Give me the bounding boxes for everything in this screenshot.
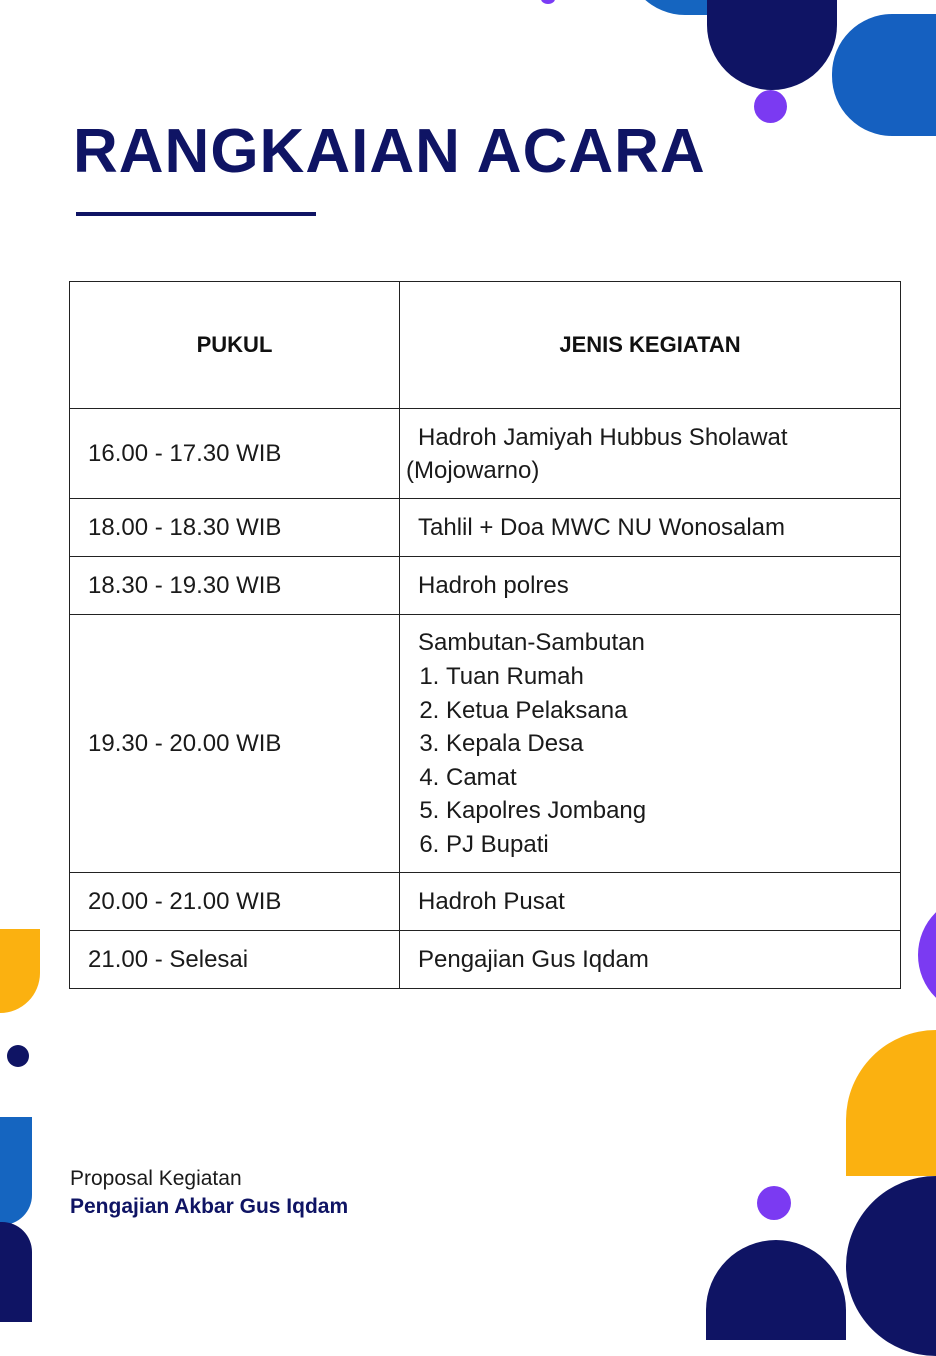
list-item: 3. Kepala Desa — [446, 727, 886, 761]
title-underline — [76, 212, 316, 216]
decor-purple-shape-right — [918, 895, 936, 1015]
table-row — [70, 615, 901, 873]
table-header-row — [70, 282, 901, 409]
table-row — [70, 557, 901, 615]
list-item: 5. Kapolres Jombang — [446, 794, 886, 828]
decor-navy-circle-bottom-right — [846, 1176, 936, 1356]
speaker-list — [418, 660, 886, 861]
page-title: RANGKAIAN ACARA — [73, 117, 706, 186]
decor-navy-arc-bottom — [706, 1240, 846, 1340]
activity-cell: Hadroh Pusat — [400, 873, 901, 931]
table-row — [70, 931, 901, 989]
list-item: 6. PJ Bupati — [446, 828, 886, 862]
activity-cell: Hadroh polres — [400, 557, 901, 615]
table-row — [70, 499, 901, 557]
decor-blue-shape-left — [0, 1117, 32, 1225]
decor-navy-shape-left-bottom — [0, 1222, 32, 1322]
activity-cell: Pengajian Gus Iqdam — [400, 931, 901, 989]
footer-label: Proposal Kegiatan — [70, 1167, 242, 1190]
decor-purple-dot — [754, 90, 787, 123]
decor-navy-shape-top — [707, 0, 837, 90]
time-cell: 18.30 - 19.30 WIB — [70, 557, 400, 615]
list-item: 4. Camat — [446, 761, 886, 795]
decor-purple-dot-bottom — [757, 1186, 791, 1220]
column-header-time: PUKUL — [70, 282, 400, 409]
activity-cell — [400, 615, 901, 873]
list-item: 2. Ketua Pelaksana — [446, 694, 886, 728]
list-item: 1. Tuan Rumah — [446, 660, 886, 694]
decor-blue-shape-top-right — [832, 14, 936, 136]
time-cell: 18.00 - 18.30 WIB — [70, 499, 400, 557]
footer-title: Pengajian Akbar Gus Iqdam — [70, 1195, 349, 1218]
activity-text: Hadroh Jamiyah Hubbus Sholawat (Mojowarno) — [406, 423, 788, 484]
time-cell: 16.00 - 17.30 WIB — [70, 409, 400, 499]
schedule-table — [69, 281, 901, 989]
time-cell: 21.00 - Selesai — [70, 931, 400, 989]
decor-purple-dot-top — [541, 0, 555, 4]
activity-heading: Sambutan-Sambutan — [418, 629, 645, 656]
activity-cell: Tahlil + Doa MWC NU Wonosalam — [400, 499, 901, 557]
time-cell: 19.30 - 20.00 WIB — [70, 615, 400, 873]
decor-navy-dot-left — [7, 1045, 29, 1067]
column-header-activity: JENIS KEGIATAN — [400, 282, 901, 409]
table-row — [70, 873, 901, 931]
decor-yellow-shape-left — [0, 929, 40, 1013]
activity-cell — [400, 409, 901, 499]
decor-yellow-shape-right — [846, 1030, 936, 1176]
table-row — [70, 409, 901, 499]
time-cell: 20.00 - 21.00 WIB — [70, 873, 400, 931]
